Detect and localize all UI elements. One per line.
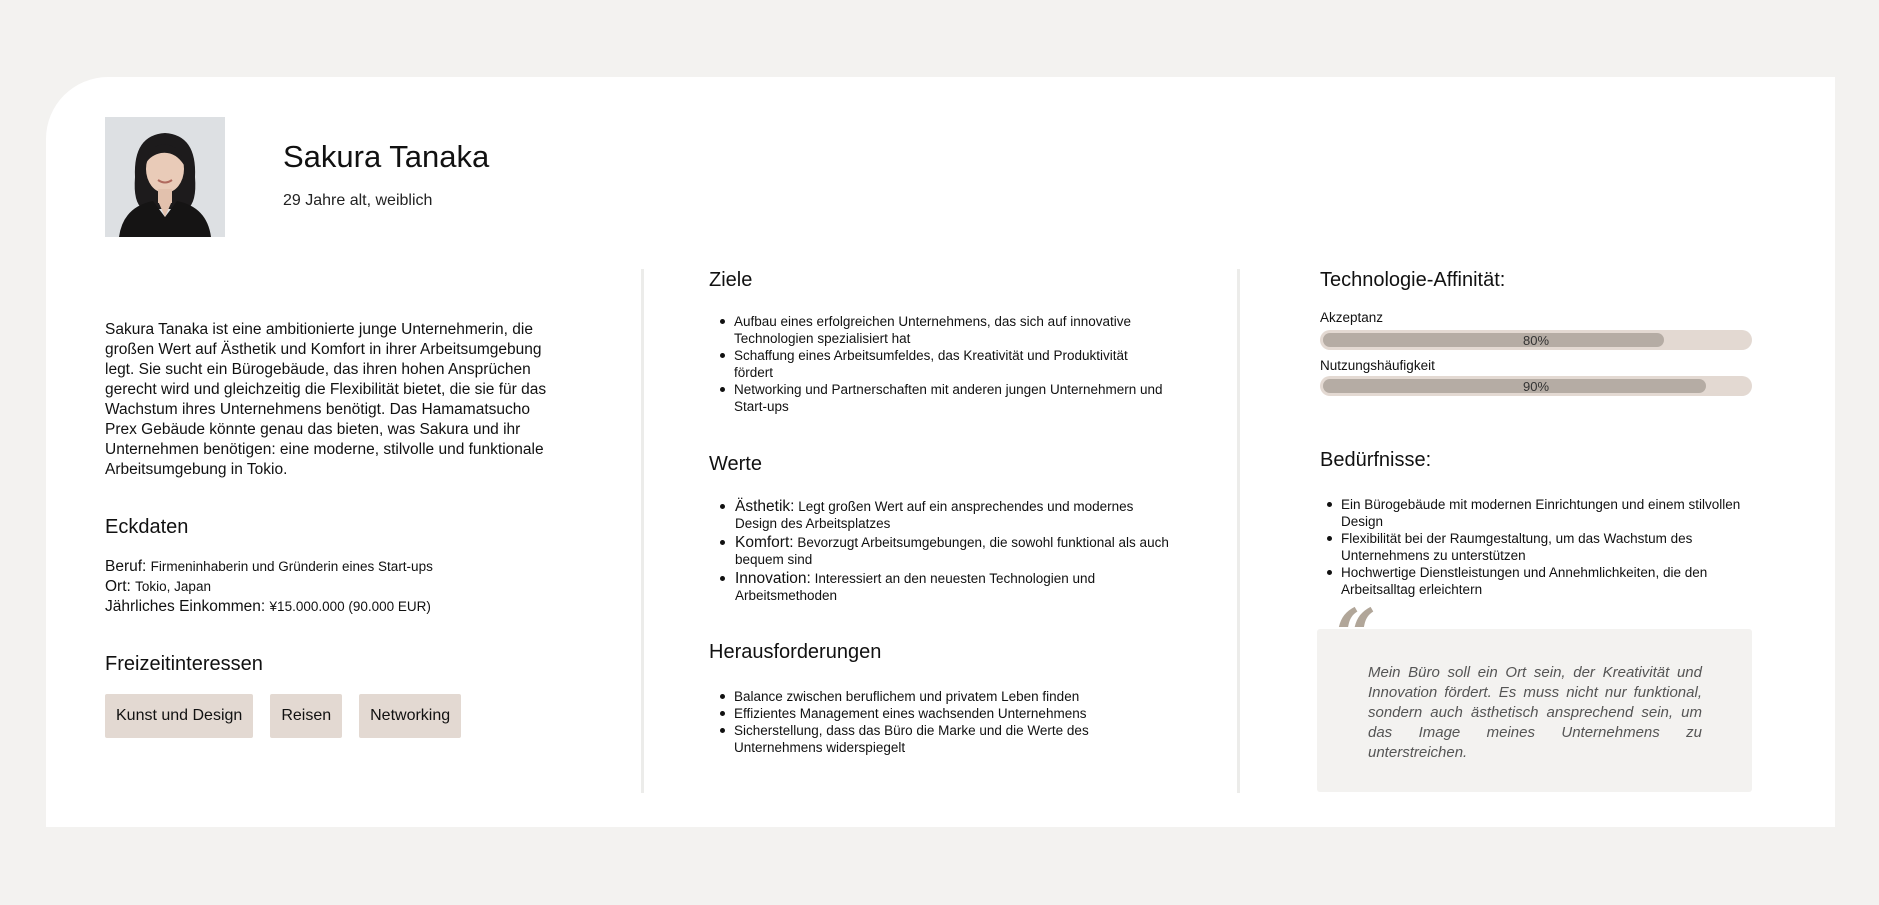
- quote-icon: “: [1336, 593, 1377, 676]
- list-item: Aufbau eines erfolgreichen Unternehmens, das sich auf innovative Technologien spezialisiert hat: [720, 313, 1169, 347]
- value-text: Legt großen Wert auf ein ansprechendes und modernes Design des Arbeitsplatzes: [735, 499, 1134, 531]
- progress-bar-acceptance: [1320, 330, 1752, 350]
- goals-list: [720, 313, 1169, 415]
- list-item: Networking und Partnerschaften mit anderen jungen Unternehmern und Start-ups: [720, 381, 1169, 415]
- fact-label: Beruf:: [105, 558, 147, 575]
- interests-title: Freizeitinteressen: [105, 653, 263, 675]
- bar-label: Nutzungshäufigkeit: [1320, 358, 1435, 373]
- fact-value: Firmeninhaberin und Gründerin eines Start-ups: [150, 559, 433, 574]
- interest-tags: [105, 694, 461, 738]
- fact-value: ¥15.000.000 (90.000 EUR): [269, 599, 431, 614]
- list-item: [720, 570, 1169, 604]
- goals-title: Ziele: [709, 269, 753, 291]
- tech-title: Technologie-Affinität:: [1320, 269, 1506, 291]
- values-title: Werte: [709, 453, 762, 475]
- progress-value: 80%: [1522, 332, 1550, 348]
- column-divider: [1237, 269, 1240, 793]
- progress-value: 90%: [1522, 378, 1550, 394]
- interest-tag: Reisen: [270, 694, 342, 738]
- value-term: Ästhetik:: [735, 498, 795, 515]
- value-term: Komfort:: [735, 534, 794, 551]
- progress-bar-usage: [1320, 376, 1752, 396]
- list-item: Flexibilität bei der Raumgestaltung, um das Wachstum des Unternehmens zu unterstützen: [1327, 530, 1757, 564]
- challenges-title: Herausforderungen: [709, 641, 882, 663]
- list-item: Hochwertige Dienstleistungen und Annehmlichkeiten, die den Arbeitsalltag erleichtern: [1327, 564, 1757, 598]
- list-item: Balance zwischen beruflichem und privatem Leben finden: [720, 688, 1169, 705]
- persona-subtitle: 29 Jahre alt, weiblich: [283, 192, 433, 209]
- portrait-photo: [105, 117, 225, 237]
- avatar: [105, 117, 225, 237]
- persona-name: Sakura Tanaka: [283, 139, 490, 174]
- list-item: Sicherstellung, dass das Büro die Marke und die Werte des Unternehmens widerspiegelt: [720, 722, 1169, 756]
- interest-tag: Networking: [359, 694, 461, 738]
- list-item: Ein Bürogebäude mit modernen Einrichtungen und einem stilvollen Design: [1327, 496, 1757, 530]
- facts-list: [105, 557, 433, 617]
- fact-value: Tokio, Japan: [135, 579, 211, 594]
- value-term: Innovation:: [735, 570, 811, 587]
- value-text: Bevorzugt Arbeitsumgebungen, die sowohl funktional als auch bequem sind: [735, 535, 1169, 567]
- quote-text: Mein Büro soll ein Ort sein, der Kreativität und Innovation fördert. Es muss nicht nur funktional, sondern auch ästhetisch ansprechend sein, um das Image meines Unternehmens zu unterstreichen.: [1368, 664, 1702, 761]
- needs-list: [1327, 496, 1757, 598]
- interest-tag: Kunst und Design: [105, 694, 253, 738]
- list-item: [720, 498, 1169, 532]
- persona-bio: Sakura Tanaka ist eine ambitionierte junge Unternehmerin, die großen Wert auf Ästhetik und Komfort in ihrer Arbeitsumgebung legt. Sie sucht ein Bürogebäude, das ihren hohen Ansprüchen gerecht wird und gleichzeitig die Flexibilität bietet, die sie für das Wachstum ihres Unternehmens benötigt. Das Hamamatsucho Prex Gebäude könnte genau das bieten, was Sakura und ihr Unternehmen benötigen: eine moderne, stilvolle und funktionale Arbeitsumgebung in Tokio.: [105, 321, 547, 478]
- persona-card: [46, 77, 1835, 827]
- list-item: [720, 534, 1169, 568]
- fact-row: [105, 597, 433, 617]
- list-item: Effizientes Management eines wachsenden Unternehmens: [720, 705, 1169, 722]
- fact-row: [105, 577, 433, 597]
- fact-label: Ort:: [105, 578, 131, 595]
- fact-label: Jährliches Einkommen:: [105, 598, 266, 615]
- needs-title: Bedürfnisse:: [1320, 449, 1432, 471]
- bar-label: Akzeptanz: [1320, 310, 1384, 325]
- quote-box: [1317, 629, 1752, 792]
- column-divider: [641, 269, 644, 793]
- list-item: Schaffung eines Arbeitsumfeldes, das Kreativität und Produktivität fördert: [720, 347, 1169, 381]
- fact-row: [105, 557, 433, 577]
- values-list: [720, 498, 1169, 606]
- challenges-list: [720, 688, 1169, 756]
- value-text: Interessiert an den neuesten Technologien und Arbeitsmethoden: [735, 571, 1096, 603]
- facts-title: Eckdaten: [105, 516, 189, 538]
